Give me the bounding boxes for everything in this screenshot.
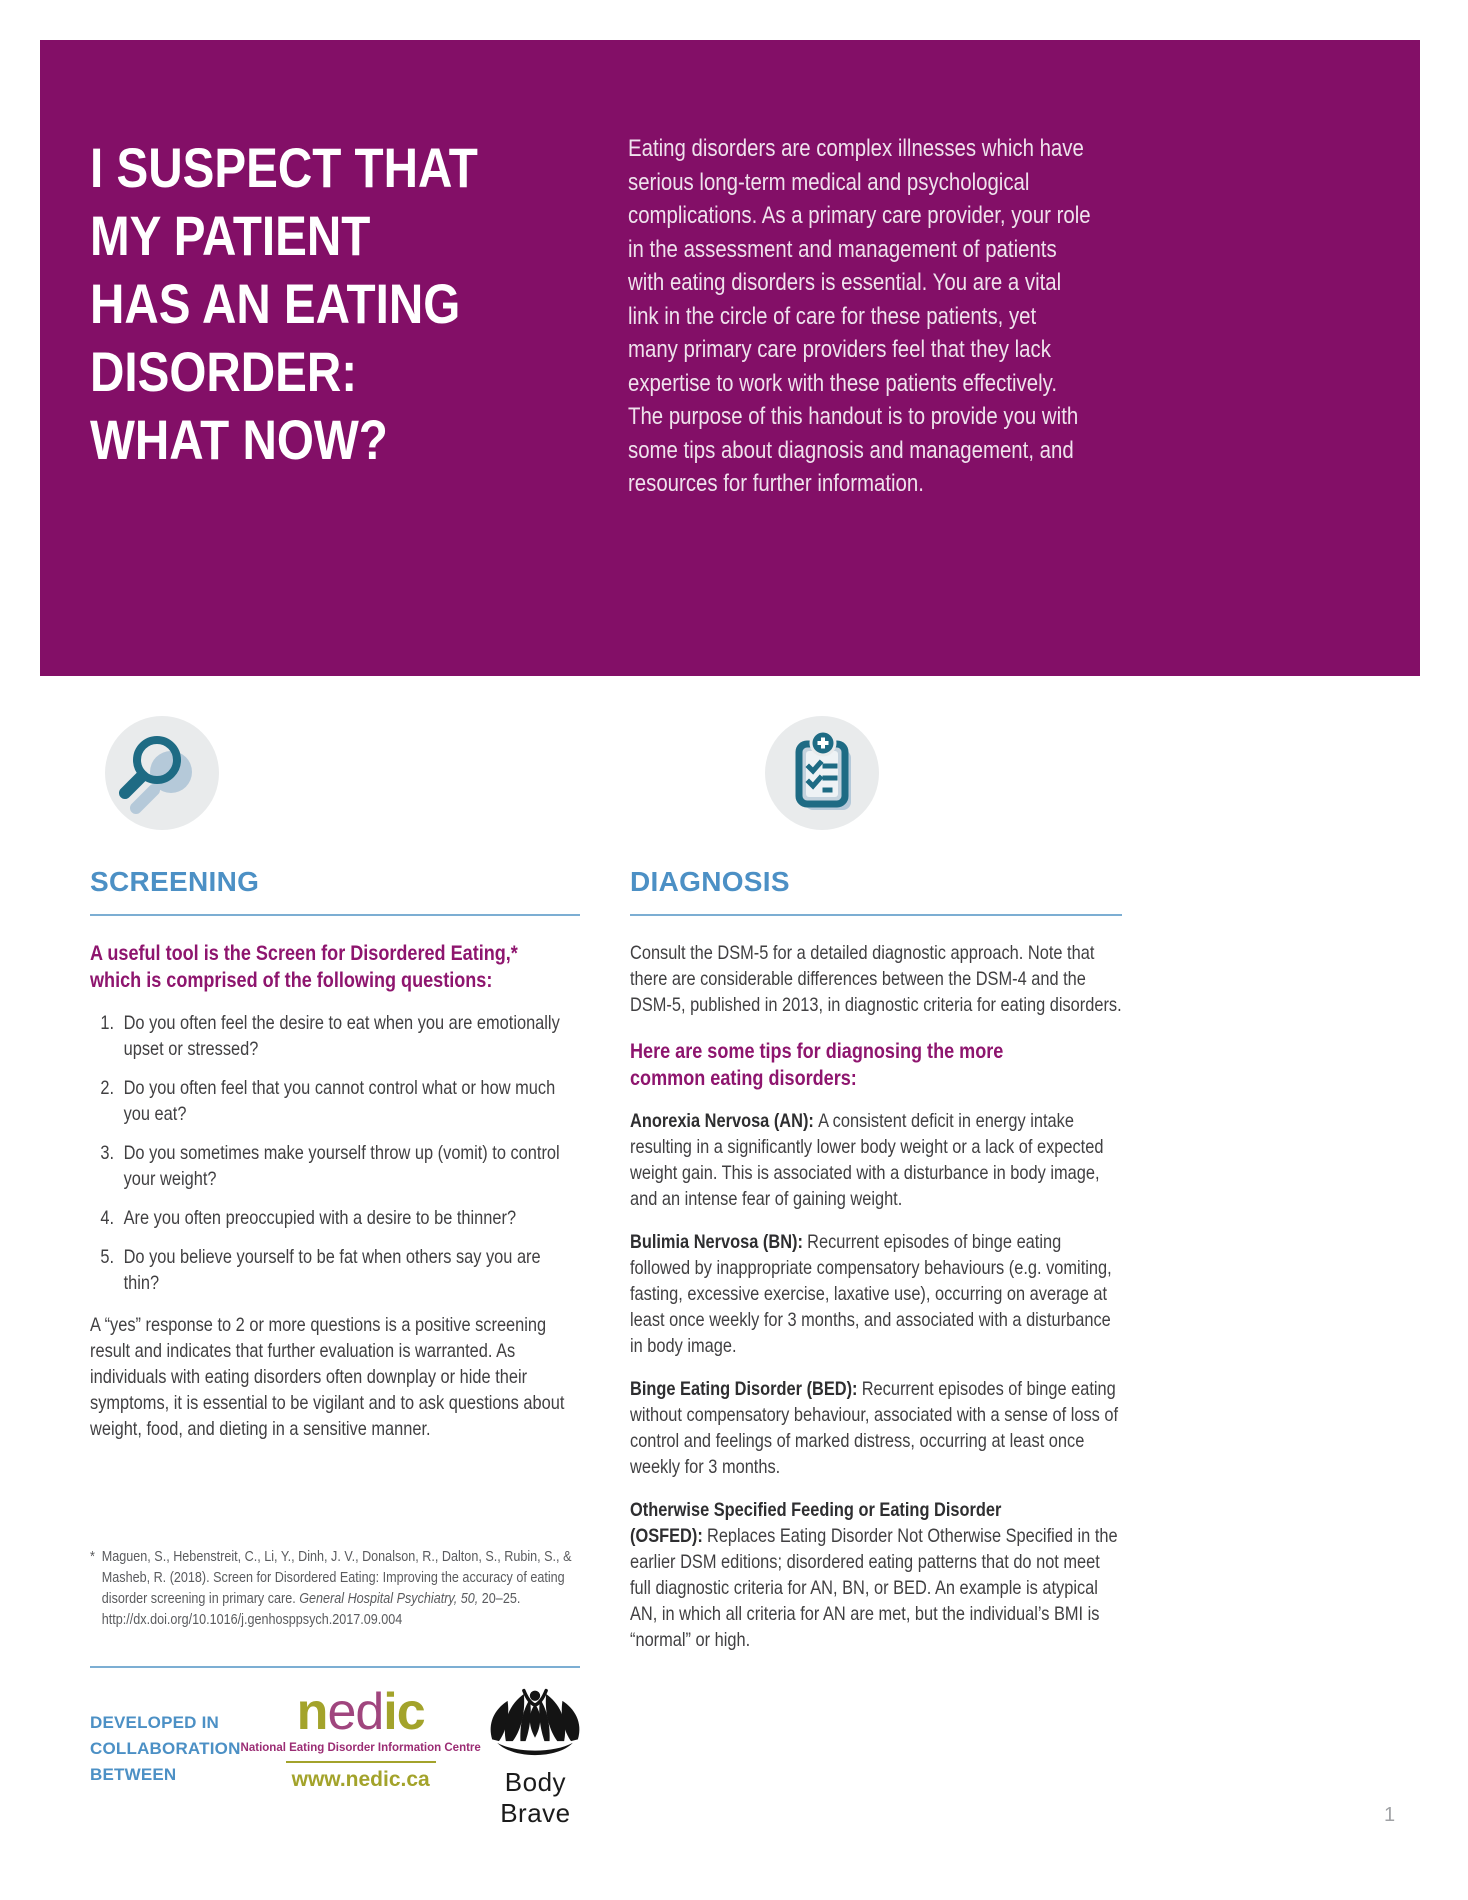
question-text: Do you often feel that you cannot control what or how much you eat? (123, 1077, 556, 1125)
entry-description: A consistent deficit in energy intake resulting in a significantly lower body weight or a lack of expected weight gain. This is associated with a disturbance in body image, and an intense fear of gaining weight. (630, 1110, 1104, 1210)
diagnosis-entry (630, 1497, 1122, 1653)
diagnosis-subheading: Here are some tips for diagnosing the more common eating disorders: (630, 1039, 1004, 1090)
diagnosis-section (630, 716, 1216, 1670)
magnifier-icon (105, 716, 219, 830)
entry-description: Recurrent episodes of binge eating followed by inappropriate compensatory behaviours (e.g. vomiting, fasting, excessive exercise, laxative use), occurring on average at least once weekly for 3 months, and associated with a disturbance in body image. (630, 1231, 1112, 1357)
clipboard-checklist-icon (765, 716, 879, 830)
nedic-wordmark (241, 1683, 481, 1741)
page-title-line: DISORDER: (90, 340, 358, 403)
lotus-person-icon (483, 1747, 587, 1764)
nedic-tagline: National Eating Disorder Information Centre (240, 1742, 481, 1754)
diagnosis-heading: DIAGNOSIS (630, 866, 790, 897)
footnote-doi-link[interactable]: 20–25. http://dx.doi.org/10.1016/j.genhosppsych.2017.09.004 (101, 1590, 521, 1628)
question-text: Do you believe yourself to be fat when others say you are thin? (123, 1246, 541, 1294)
citation-footnote (90, 1546, 581, 1630)
page-title-line: HAS AN EATING (90, 272, 461, 335)
entry-description: Recurrent episodes of binge eating without compensatory behaviour, associated with a sense of loss of control and feelings of marked distress, occurring at least once weekly for 3 months. (630, 1378, 1119, 1478)
nedic-url-link[interactable]: www.nedic.ca (291, 1768, 430, 1791)
page-title-line: I SUSPECT THAT (90, 136, 478, 199)
entry-description: Replaces Eating Disorder Not Otherwise Specified in the earlier DSM editions; disordered eating patterns that do not meet full diagnostic criteria for AN, BN, or BED. An example is atypical AN, in which all criteria for AN are met, but the individual’s BMI is “normal” or high. (630, 1525, 1118, 1651)
nedic-letter: i (383, 1683, 397, 1741)
collaboration-label (90, 1710, 241, 1788)
page-title-line: WHAT NOW? (90, 408, 388, 471)
diagnosis-entry (630, 1108, 1122, 1212)
entry-term: Anorexia Nervosa (AN): (630, 1110, 814, 1132)
question-text: Do you sometimes make yourself throw up (vomit) to control your weight? (123, 1142, 560, 1190)
collaboration-label-line: BETWEEN (90, 1765, 177, 1784)
diagnosis-intro: Consult the DSM-5 for a detailed diagnostic approach. Note that there are considerable differences between the DSM-4 and the DSM-5, published in 2013, in diagnostic criteria for eating disorders. (630, 942, 1122, 1016)
screening-heading: SCREENING (90, 866, 260, 897)
bodybrave-logo (481, 1688, 590, 1829)
nedic-letter: c (396, 1683, 425, 1741)
footnote-asterisk: * (90, 1548, 95, 1565)
nedic-letter: d (355, 1683, 384, 1741)
collaboration-label-line: COLLABORATION (90, 1739, 241, 1758)
footer-divider (90, 1666, 580, 1668)
list-item (119, 1140, 581, 1192)
page-number: 1 (1384, 1804, 1396, 1826)
screening-divider (90, 914, 580, 916)
collaboration-label-line: DEVELOPED IN (90, 1713, 219, 1732)
nedic-underline (286, 1761, 436, 1763)
footnote-journal: General Hospital Psychiatry, 50, (299, 1590, 479, 1607)
question-text: Do you often feel the desire to eat when you are emotionally upset or stressed? (123, 1012, 560, 1060)
header-banner (40, 40, 1420, 676)
diagnosis-entry (630, 1229, 1122, 1359)
screening-note: A “yes” response to 2 or more questions is a positive screening result and indicates that further evaluation is warranted. As individuals with eating disorders often downplay or hide their symptoms, it is essential to be vigilant and to ask questions about weight, food, and dieting in a sensitive manner. (90, 1314, 565, 1440)
screening-content (90, 940, 581, 1630)
question-text: Are you often preoccupied with a desire to be thinner? (123, 1207, 517, 1229)
entry-term: Bulimia Nervosa (BN): (630, 1231, 803, 1253)
list-item (119, 1244, 581, 1296)
list-item (119, 1205, 581, 1231)
header-intro-block (628, 132, 1091, 501)
diagnosis-divider (630, 914, 1122, 916)
page-title (90, 134, 478, 474)
screening-question-list (90, 1010, 581, 1296)
nedic-logo[interactable] (240, 1683, 481, 1792)
screening-subheading: A useful tool is the Screen for Disordered Eating,* which is comprised of the following questions: (90, 941, 518, 992)
diagnosis-content (630, 940, 1122, 1653)
footnote-text: Maguen, S., Hebenstreit, C., Li, Y., Dinh, J. V., Donalson, R., Dalton, S., Rubin, S., & Masheb, R. (2018). Screen for Disordered Eating: Improving the accuracy of eating disorder screening in primary care. (101, 1548, 572, 1607)
entry-term: Otherwise Specified Feeding or Eating Disorder (OSFED): (630, 1499, 1002, 1547)
screening-section (90, 716, 674, 1829)
diagnosis-entry (630, 1376, 1122, 1480)
list-item (119, 1075, 581, 1127)
entry-term: Binge Eating Disorder (BED): (630, 1378, 858, 1400)
header-intro-text: Eating disorders are complex illnesses which have serious long-term medical and psychological complications. As a primary care provider, your role in the assessment and management of patients with eating disorders is essential. You are a vital link in the circle of care for these patients, yet many primary care providers feel that they lack expertise to work with these patients effectively. The purpose of this handout is to provide you with some tips about diagnosis and management, and resources for further information. (628, 135, 1091, 497)
bodybrave-name: Body Brave (500, 1767, 571, 1828)
page-title-line: MY PATIENT (90, 204, 371, 267)
nedic-letter: e (327, 1683, 356, 1741)
collaboration-footer (90, 1683, 590, 1829)
nedic-letter: n (296, 1683, 328, 1741)
list-item (119, 1010, 581, 1062)
